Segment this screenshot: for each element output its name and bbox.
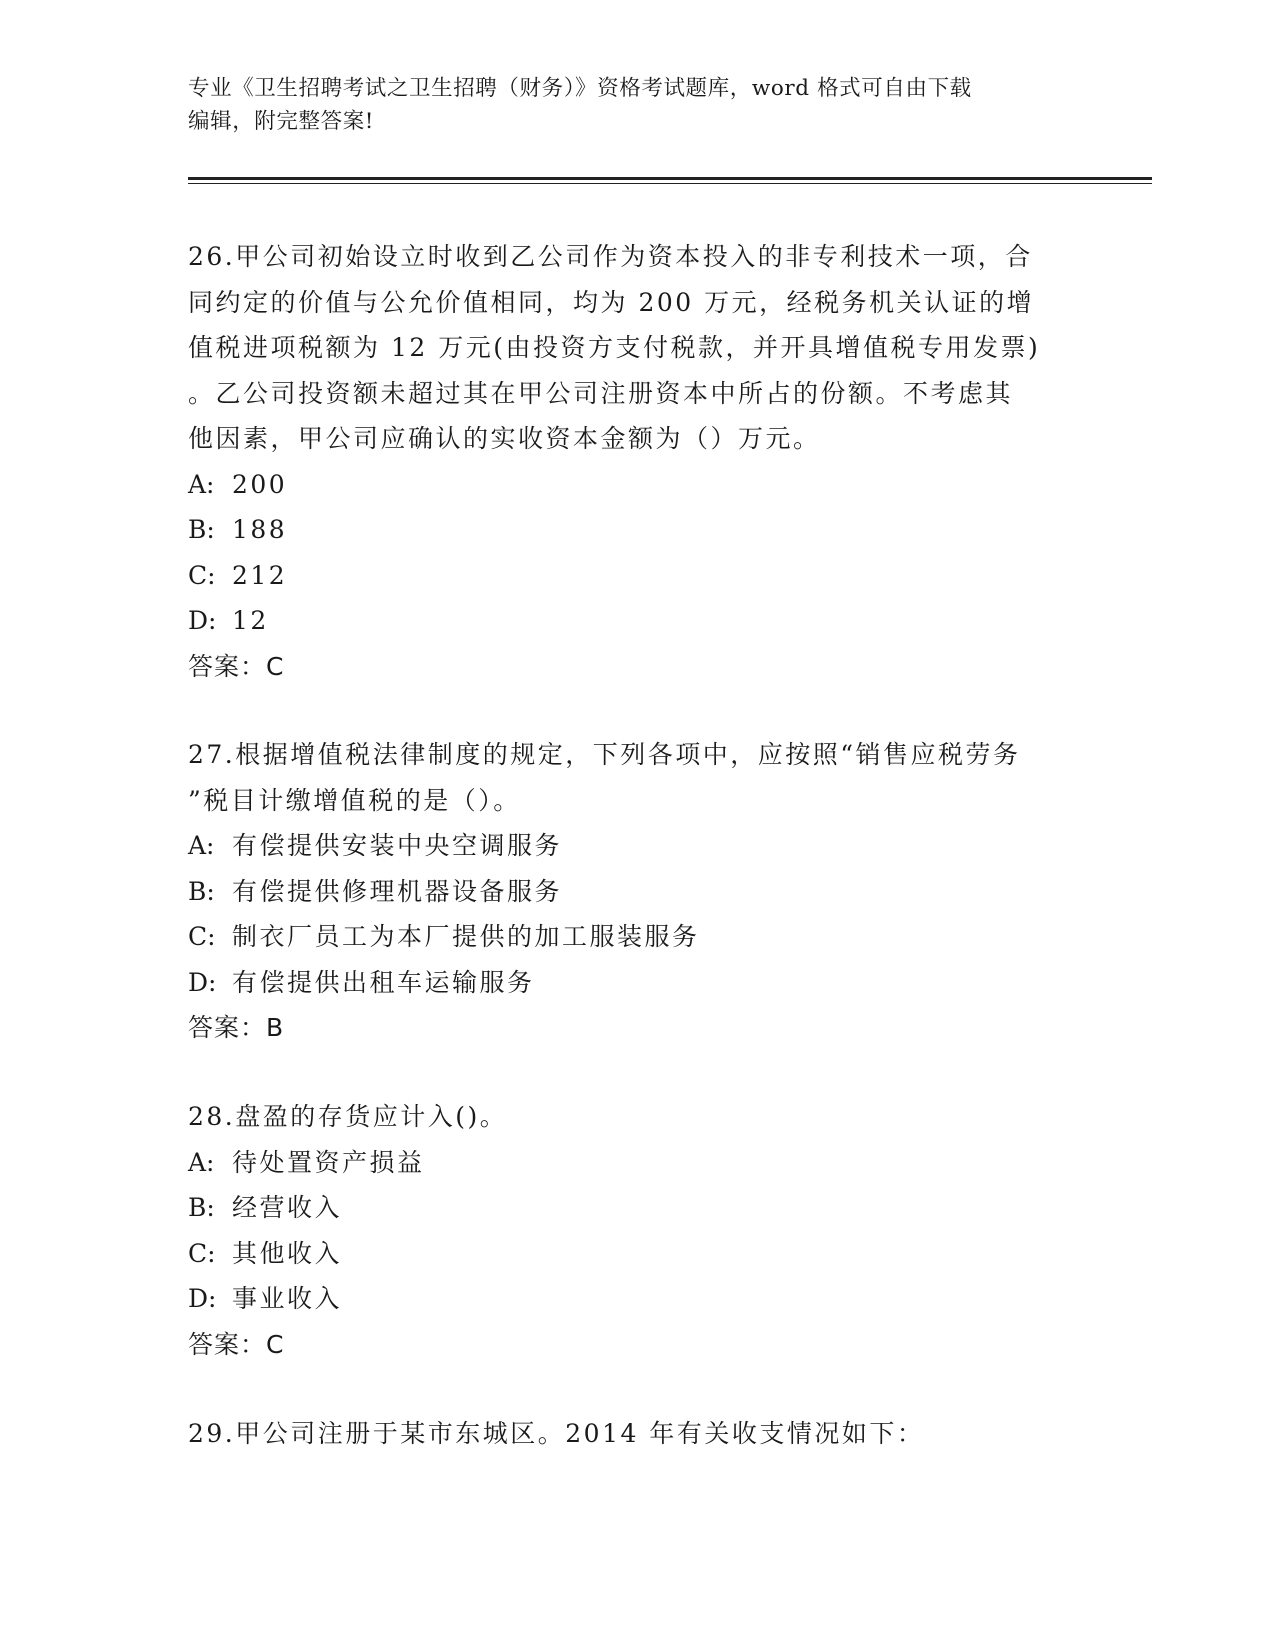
option-letter: D: xyxy=(188,606,217,635)
option-letter: D: xyxy=(188,967,217,997)
answer-line: 答案：C xyxy=(188,651,285,681)
option-text: 事业收入 xyxy=(232,1284,343,1313)
option-letter: A: xyxy=(188,831,215,860)
document-header xyxy=(188,72,1088,138)
answer-line: 答案：C xyxy=(188,1329,285,1359)
stem-line: 他因素，甲公司应确认的实收资本金额为（）万元。 xyxy=(188,424,821,453)
option-letter: B: xyxy=(188,515,215,544)
option-d xyxy=(188,598,1093,644)
option-text: 其他收入 xyxy=(232,1238,343,1268)
question-26 xyxy=(188,234,1093,689)
stem-line: 29.甲公司注册于某市东城区。2014 年有关收支情况如下： xyxy=(188,1419,925,1448)
header-line-1: 专业《卫生招聘考试之卫生招聘（财务）》资格考试题库，word 格式可自由下载 xyxy=(188,76,972,101)
option-letter: D: xyxy=(188,1284,217,1313)
option-letter: A: xyxy=(188,1147,215,1177)
option-b xyxy=(188,869,1093,915)
option-a xyxy=(188,462,1093,508)
question-stem xyxy=(188,234,1093,462)
option-letter: B: xyxy=(188,876,215,906)
header-divider-thick xyxy=(188,177,1152,180)
option-b xyxy=(188,1185,1093,1231)
header-divider-thin xyxy=(188,183,1152,184)
option-text: 188 xyxy=(232,515,288,544)
option-letter: A: xyxy=(188,469,215,499)
option-c xyxy=(188,553,1093,599)
option-letter: C: xyxy=(188,560,216,590)
question-27 xyxy=(188,732,1093,1051)
answer-line: 答案：B xyxy=(188,1013,285,1042)
option-text: 有偿提供出租车运输服务 xyxy=(232,967,535,997)
question-29 xyxy=(188,1411,1093,1457)
stem-line: 26.甲公司初始设立时收到乙公司作为资本投入的非专利技术一项，合 xyxy=(188,242,1033,271)
option-text: 有偿提供修理机器设备服务 xyxy=(232,876,563,906)
option-a xyxy=(188,823,1093,869)
option-text: 经营收入 xyxy=(232,1193,343,1222)
option-c xyxy=(188,914,1093,960)
option-text: 制衣厂员工为本厂提供的加工服装服务 xyxy=(232,922,700,951)
question-stem xyxy=(188,732,1093,823)
stem-line: 。乙公司投资额未超过其在甲公司注册资本中所占的份额。不考虑其 xyxy=(188,378,1014,408)
option-letter: C: xyxy=(188,1238,216,1268)
header-line-2: 编辑，附完整答案! xyxy=(188,109,375,134)
option-letter: C: xyxy=(188,922,216,951)
stem-line: 27.根据增值税法律制度的规定，下列各项中，应按照“销售应税劳务 xyxy=(188,740,1021,769)
option-d xyxy=(188,960,1093,1006)
stem-line: ”税目计缴增值税的是（）。 xyxy=(188,785,521,815)
question-stem xyxy=(188,1094,1093,1140)
option-a xyxy=(188,1140,1093,1186)
option-text: 200 xyxy=(232,469,288,499)
option-d xyxy=(188,1276,1093,1322)
question-28 xyxy=(188,1094,1093,1367)
option-c xyxy=(188,1231,1093,1277)
option-text: 12 xyxy=(232,606,269,635)
stem-line: 28.盘盈的存货应计入()。 xyxy=(188,1102,508,1131)
stem-line: 同约定的价值与公允价值相同，均为 200 万元，经税务机关认证的增 xyxy=(188,287,1035,317)
question-stem xyxy=(188,1411,1093,1457)
option-text: 待处置资产损益 xyxy=(232,1147,425,1177)
option-letter: B: xyxy=(188,1193,215,1222)
option-b xyxy=(188,507,1093,553)
stem-line: 值税进项税额为 12 万元(由投资方支付税款，并开具增值税专用发票) xyxy=(188,333,1041,362)
option-text: 有偿提供安装中央空调服务 xyxy=(232,831,563,860)
option-text: 212 xyxy=(232,560,288,590)
